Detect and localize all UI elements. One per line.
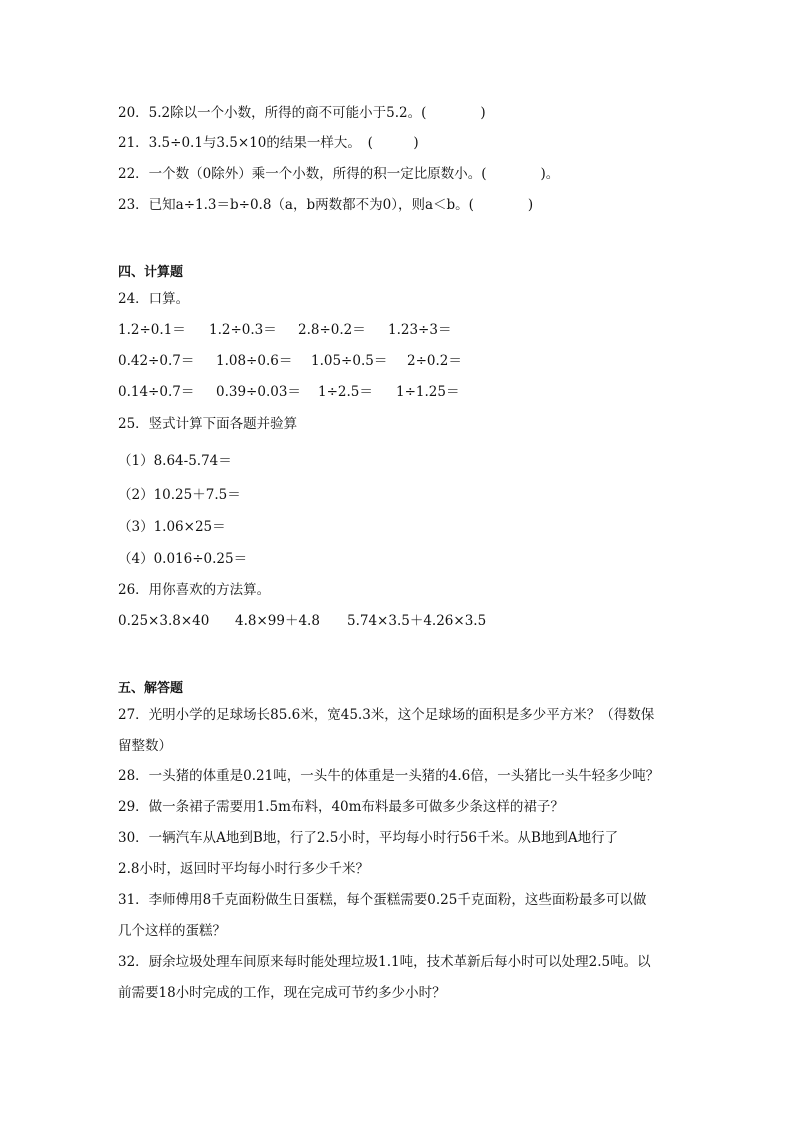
question-27-line2: 留整数） (118, 738, 172, 754)
oral-item: 1.23÷3＝ (388, 322, 452, 338)
question-28: 28．一头猪的体重是0.21吨，一头牛的体重是一头猪的4.6倍，一头猪比一头牛轻多少吨？ (118, 768, 660, 784)
question-21: 21．3.5÷0.1与3.5×10的结果一样大。 ( ) (118, 135, 419, 151)
question-20: 20．5.2除以一个小数，所得的商不可能小于5.2。( ) (118, 105, 486, 121)
oral-item: 2÷0.2＝ (407, 353, 462, 369)
question-31-line2: 几个这样的蛋糕？ (118, 923, 226, 939)
question-30-line1: 30．一辆汽车从A地到B地，行了2.5小时，平均每小时行56千米。从B地到A地行了 (118, 830, 619, 846)
question-24: 24．口算。 (118, 291, 190, 307)
question-26: 26．用你喜欢的方法算。 (118, 582, 271, 598)
oral-item: 1÷1.25＝ (396, 384, 460, 400)
oral-item: 1.05÷0.5＝ (311, 353, 388, 369)
question-30-line2: 2.8小时，返回时平均每小时行多少千米？ (118, 861, 369, 877)
q26-item: 5.74×3.5＋4.26×3.5 (347, 613, 487, 629)
oral-item: 1.2÷0.1＝ (118, 322, 186, 338)
oral-item: 1÷2.5＝ (318, 384, 373, 400)
q25-item: （1）8.64-5.74＝ (118, 453, 232, 469)
question-32-line1: 32．厨余垃圾处理车间原来每时能处理垃圾1.1吨，技术革新后每小时可以处理2.5吨。以 (118, 954, 651, 970)
question-32-line2: 前需要18小时完成的工作，现在完成可节约多少小时？ (118, 985, 446, 1001)
oral-item: 1.2÷0.3＝ (209, 322, 277, 338)
question-27-line1: 27．光明小学的足球场长85.6米，宽45.3米，这个足球场的面积是多少平方米？（得数保 (118, 707, 655, 723)
section-heading-calculation: 四、计算题 (118, 265, 184, 280)
q25-item: （2）10.25＋7.5＝ (118, 487, 241, 503)
q26-item: 0.25×3.8×40 (118, 613, 210, 629)
oral-item: 0.14÷0.7＝ (118, 384, 195, 400)
q26-item: 4.8×99＋4.8 (235, 613, 320, 629)
oral-item: 0.42÷0.7＝ (118, 353, 195, 369)
oral-item: 0.39÷0.03＝ (216, 384, 301, 400)
section-heading-answer: 五、解答题 (118, 681, 184, 696)
oral-item: 2.8÷0.2＝ (298, 322, 366, 338)
oral-item: 1.08÷0.6＝ (216, 353, 293, 369)
q25-item: （4）0.016÷0.25＝ (118, 551, 248, 567)
q25-item: （3）1.06×25＝ (118, 519, 226, 535)
question-22: 22．一个数（0除外）乘一个小数，所得的积一定比原数小。( )。 (118, 166, 560, 182)
question-29: 29．做一条裙子需要用1.5m布料，40m布料最多可做多少条这样的裙子？ (118, 799, 564, 815)
question-25: 25．竖式计算下面各题并验算 (118, 416, 298, 432)
question-31-line1: 31．李师傅用8千克面粉做生日蛋糕，每个蛋糕需要0.25千克面粉，这些面粉最多可以做 (118, 892, 647, 908)
question-23: 23．已知a÷1.3＝b÷0.8（a，b两数都不为0），则a＜b。( ) (118, 197, 534, 213)
